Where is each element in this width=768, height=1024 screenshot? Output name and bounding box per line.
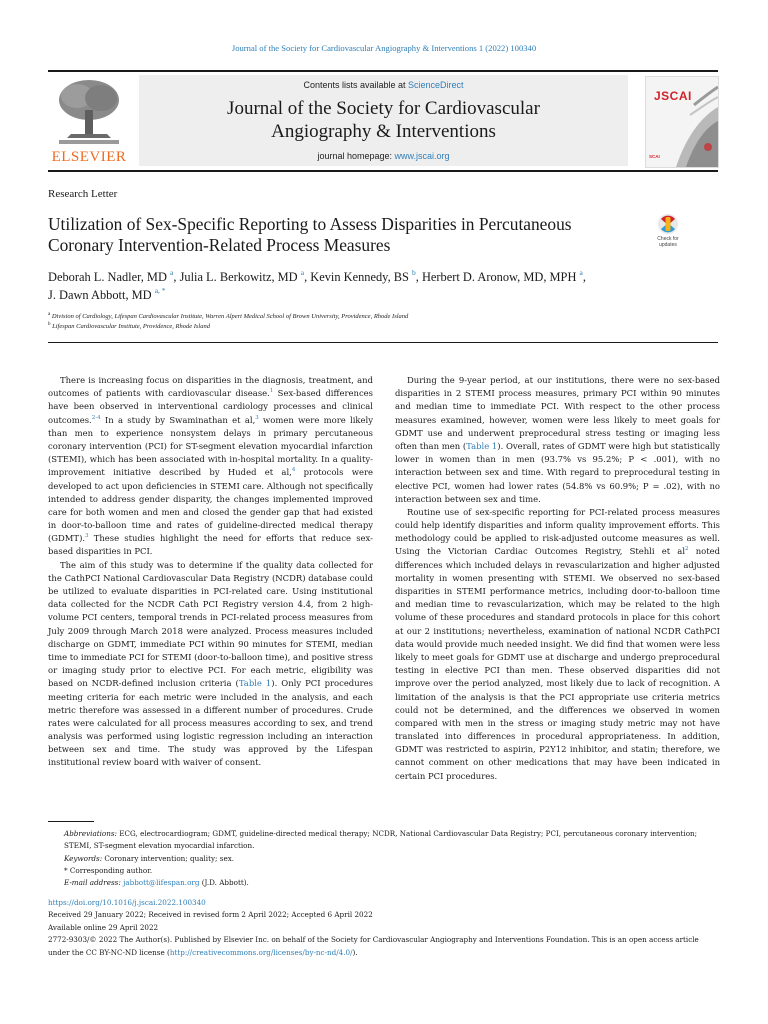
author-affiliation-mark[interactable]: a [300,268,305,277]
author-affiliation-mark[interactable]: a [579,268,583,277]
running-head[interactable]: Journal of the Society for Cardiovascular Angiography & Interventions 1 (2022) 100340 [231,43,537,53]
contents-prefix: Contents lists available at [303,80,409,90]
publisher-name: ELSEVIER [51,149,127,165]
abbreviations-text: ECG, electrocardiogram; GDMT, guideline-directed medical therapy; NCDR, National Cardiovascular Data Registry; PCI, percutaneous coronary intervention; STEMI, ST-segment elevation myocardial infarction. [64,829,698,851]
journal-title-line1: Journal of the Society for Cardiovascular [227,98,540,119]
body-text: The aim of this study was to determine if the quality data collected for the CathPCI National Cardiovascular Data Registry (NCDR) database could be utilized to evaluate disparities in PCI-related care. Using institutional data collected for the NCDR Cath PCI Registry version 4.4, from 2 high-volume PCI centers, temporal trends in PCI-related process measures from July 2009 through March 2018 were analyzed. Process measures included discharge on GDMT, immediate PCI within 90 minutes for STEMI, median time to immediate PCI for STEMI (door-to-balloon time), and positive stress or imaging study prior to elective PCI. For each metric, eligibility was based on NCDR-defined inclusion criteria ( [48,559,373,689]
keywords-note [48,853,718,865]
author-affiliation-mark[interactable]: a, * [154,286,166,295]
masthead-top-rule [48,70,718,72]
check-for-updates-label: Check for updates [657,236,679,248]
masthead-bottom-rule [48,170,718,172]
citation-superscript[interactable]: 2 [685,546,689,553]
body-text: ). Overall, rates of GDMT were high but statistically lower in women than in men (93.7% vs 95.2%; P < .001), with no interaction between sex and time. With regard to preprocedural testing in elective PCI, women had lower rates (54.8% vs 60.9%; P = .02), with no interaction between sex and time. [395,440,721,504]
body-text: There is increasing focus on disparities in the diagnosis, treatment, and outcomes of patients with cardiovascular disease. [48,375,373,399]
article-type: Research Letter [48,188,118,200]
author-name[interactable]: Deborah L. Nadler, MD [48,270,167,284]
body-paragraph [48,559,373,770]
homepage-prefix: journal homepage: [317,151,395,161]
body-column-right [395,374,720,783]
abbreviations-note [48,828,718,853]
journal-masthead [139,75,628,166]
affiliation-b [48,323,708,330]
author-name[interactable]: Julia L. Berkowitz, MD [179,270,298,284]
affiliation-mark: a [48,312,51,317]
email-link[interactable]: jabbott@lifespan.org [123,878,200,888]
table-1-link[interactable]: Table 1 [238,678,272,689]
author-list [48,268,708,304]
article-title: Utilization of Sex-Specific Reporting to Assess Disparities in Percutaneous Coronary Intervention-Related Process Measures [48,214,572,255]
affiliation-mark: b [48,322,51,327]
body-text: women were more likely than men to experience nonsystem delays in primary percutaneous coronary intervention (PCI) for ST-segment elevation myocardial infarction (STEMI), which has been associated with in-hospital mortality. In a quality-improvement initiative described by Huded et al, [48,414,373,478]
citation-superscript[interactable]: 1 [269,388,274,395]
citation-superscript[interactable]: 3 [255,414,259,421]
author-affiliation-mark[interactable]: b [412,268,416,277]
body-paragraph [395,374,720,506]
body-paragraph [48,374,373,559]
check-for-updates-button[interactable] [648,213,688,257]
tree-icon [49,76,129,148]
author-name[interactable]: J. Dawn Abbott, MD [48,288,152,302]
footnote-divider [48,821,94,822]
author-separator: , [304,270,311,284]
citation-superscript[interactable]: 2-4 [91,414,101,421]
affiliation-text: Lifespan Cardiovascular Institute, Providence, Rhode Island [52,323,210,330]
contents-line [139,80,628,90]
author-name[interactable]: Kevin Kennedy, BS [310,270,409,284]
copyright-text: 2772-9303/© 2022 The Author(s). Published by Elsevier Inc. on behalf of the Society for Cardiovascular Angiography and Interventions Foundation. This is an open access article under the CC BY-NC-ND license ( [48,935,699,957]
journal-title-line2: Angiography & Interventions [271,121,496,142]
body-text: noted differences which included delays in revascularization and higher adjusted mortality in women presenting with STEMI. We observed no sex-based disparities in STEMI performance metrics, including door-to-balloon time and median time to revascularization, which may be related to the high volume of these procedures and standard protocols in place for this cohort at our 2 institutions; nevertheless, examination of national NCDR CathPCI data would provide much needed insight. We did find that women were less likely to meet goals for GDMT use at discharge and undergo preprocedural testing in elective PCI than men. These observed disparities did not improve over the period analyzed, most likely due to lack of recognition. A limitation of the analysis is that the PCI appropriate use criteria metrics could not be determined, and the differences we observed in women compared with men in the stress or imaging study metric may not have translated into differences in procedural appropriateness. In addition, GDMT was restricted to aspirin, P2Y12 inhibitor, and statin; therefore, we cannot comment on other medications that may have been indicated in certain PCI procedures. [395,546,720,781]
body-column-left [48,374,373,770]
elsevier-logo[interactable] [49,76,129,166]
citation-superscript[interactable]: 4 [291,467,296,474]
body-text: protocols were developed to act upon deficiencies in STEMI care. Although not specifically intended to address gender disparity, the changes implemented improved care for both women and men and closed the gender gap that had existed in door-to-balloon time and rates of guideline-directed medical therapy (GDMT). [48,467,373,544]
journal-title [139,97,628,143]
email-note [48,877,718,889]
author-name[interactable]: Herbert D. Aronow, MD, MPH [421,270,577,284]
author-separator: , [582,270,586,284]
doi-link[interactable]: https://doi.org/10.1016/j.jscai.2022.100340 [48,898,206,907]
copyright-end: ). [352,947,358,957]
keywords-text: Coronary intervention; quality; sex. [102,853,235,863]
citation-superscript[interactable]: 3 [85,533,89,540]
author-affiliation-mark[interactable]: a [170,268,174,277]
copyright-notice [48,934,720,959]
footnotes [48,828,718,889]
table-1-link[interactable]: Table 1 [466,440,498,451]
publication-info [48,897,720,959]
cover-footer: SCAI [649,154,660,159]
affiliation-text: Division of Cardiology, Lifespan Cardiovascular Institute, Warren Alpert Medical School of Brown University, Providence, Rhode Island [51,313,409,320]
journal-homepage-link[interactable]: www.jscai.org [394,151,450,161]
homepage-line [139,151,628,161]
abbreviations-label: Abbreviations: [64,829,117,838]
license-link[interactable]: http://creativecommons.org/licenses/by-nc-nd/4.0/ [169,947,353,957]
email-suffix: (J.D. Abbott). [199,878,249,888]
body-text: Routine use of sex-specific reporting for PCI-related process measures could help identify disparities and inform quality improvement efforts. This methodology could be applied to risk-adjusted outcome measures as well. Using the Victorian Cardiac Outcomes Registry, Stehli et al [395,506,720,557]
sciencedirect-link[interactable]: ScienceDirect [408,80,464,90]
body-text: ). Only PCI procedures meeting criteria for each metric were included in the analysis, and each metric therefore was assessed in a different number of procedures. Crude rates were calculated for all process measures according to sex, and trend analysis was performed using logistic regression including an interaction between sex and time. The study was approved by the Lifespan institutional review board with waiver of consent. [48,678,374,768]
received-dates: Received 29 January 2022; Received in revised form 2 April 2022; Accepted 6 April 2022 [48,910,373,920]
body-paragraph [395,506,720,783]
journal-cover-thumbnail[interactable] [645,76,719,168]
corresponding-author-note: * Corresponding author. [64,865,153,875]
affiliation-divider [48,342,718,343]
author-separator: , [173,270,180,284]
crossmark-icon [648,213,688,237]
available-online: Available online 29 April 2022 [48,922,159,932]
affiliation-a [48,313,708,320]
cover-badge: JSCAI [654,89,692,103]
author-separator: , [415,270,422,284]
keywords-label: Keywords: [64,853,103,863]
body-text: These studies highlight the need for efforts that reduce sex-based disparities in PCI. [48,533,373,557]
body-text: Sex-based differences have been observed in interventional cardiology processes and clinical outcomes. [48,388,373,425]
email-label: E-mail address: [64,878,121,888]
body-text: During the 9-year period, at our institutions, there were no sex-based disparities in 2 STEMI process measures, primary PCI within 90 minutes and median time to immediate PCI. With respect to the other process measures examined, however, women were less likely to meet goals for GDMT use and underwent preprocedural stress testing or imaging less often than men ( [395,375,720,451]
body-text: In a study by Swaminathan et al, [100,414,256,425]
